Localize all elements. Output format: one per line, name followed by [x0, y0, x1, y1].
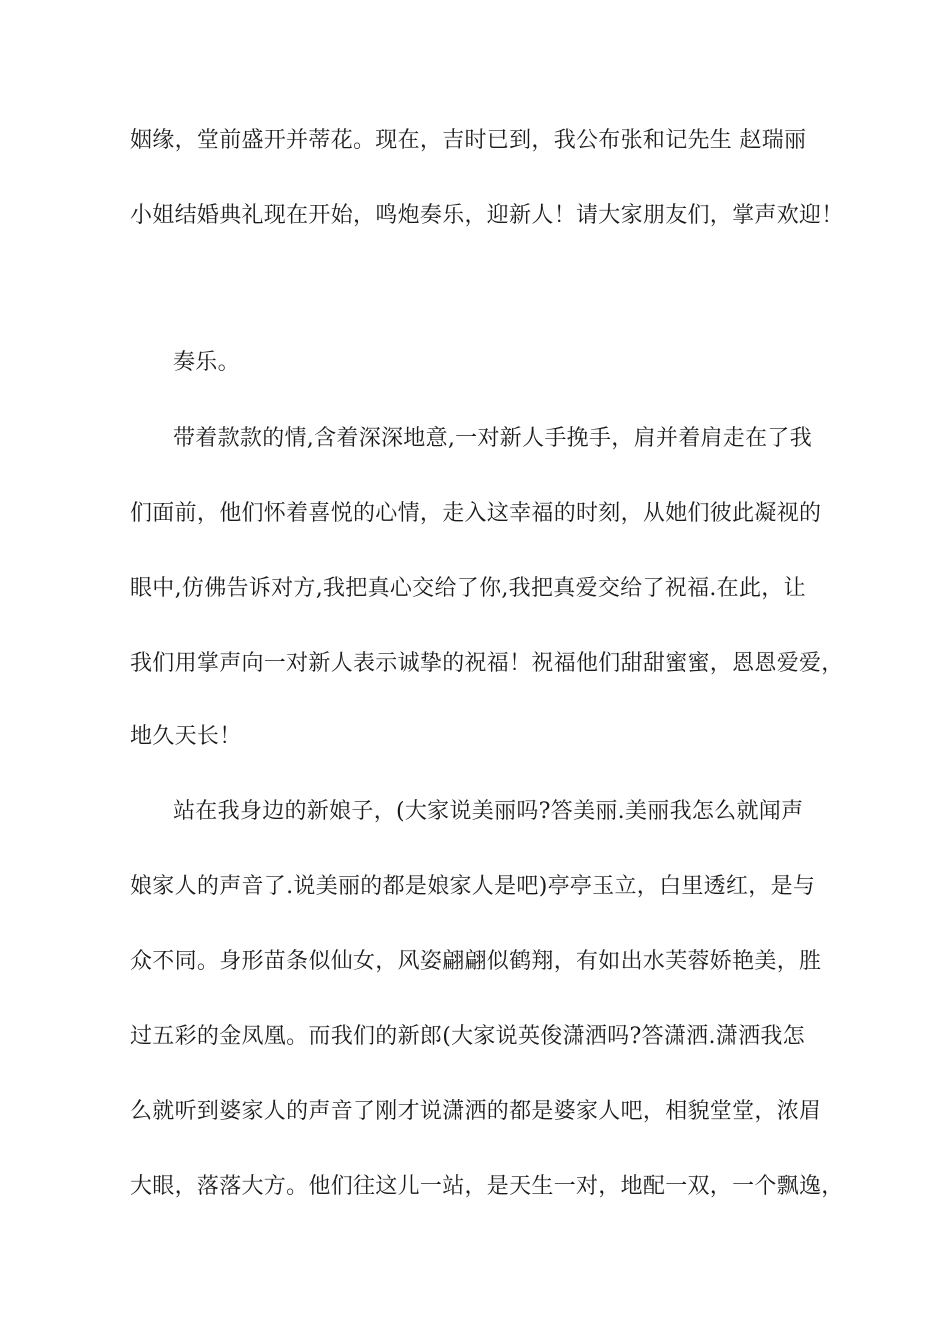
paragraph-line: 们面前，他们怀着喜悦的心情，走入这幸福的时刻，从她们彼此凝视的: [130, 501, 822, 526]
paragraph-line: 眼中,仿佛告诉对方,我把真心交给了你,我把真爱交给了祝福.在此，让: [130, 576, 806, 601]
paragraph-line: 娘家人的声音了.说美丽的都是娘家人是吧)亭亭玉立，白里透红，是与: [130, 874, 816, 899]
paragraph-line: 地久天长！: [130, 724, 242, 749]
paragraph-line: 站在我身边的新娘子，(大家说美丽吗?答美丽.美丽我怎么就闻声: [173, 799, 804, 824]
paragraph-line: 众不同。身形苗条似仙女，风姿翩翩似鹤翔，有如出水芙蓉娇艳美，胜: [130, 949, 822, 974]
paragraph-line: 过五彩的金凤凰。而我们的新郎(大家说英俊潇洒吗?答潇洒.潇洒我怎: [130, 1024, 805, 1049]
paragraph-line: 么就听到婆家人的声音了刚才说潇洒的都是婆家人吧，相貌堂堂，浓眉: [130, 1099, 822, 1124]
paragraph-line: 奏乐。: [173, 350, 240, 375]
paragraph-line: 大眼，落落大方。他们往这儿一站，是天生一对，地配一双，一个飘逸，: [130, 1174, 844, 1199]
paragraph-line: 带着款款的情,含着深深地意,一对新人手挽手，肩并着肩走在了我: [173, 426, 812, 451]
paragraph-line: 小姐结婚典礼现在开始，鸣炮奏乐，迎新人！请大家朋友们，掌声欢迎！: [130, 203, 844, 228]
paragraph-line: 我们用掌声向一对新人表示诚挚的祝福！祝福他们甜甜蜜蜜，恩恩爱爱，: [130, 651, 844, 676]
paragraph-line: 姻缘，堂前盛开并蒂花。现在，吉时已到，我公布张和记先生 赵瑞丽: [130, 128, 807, 153]
